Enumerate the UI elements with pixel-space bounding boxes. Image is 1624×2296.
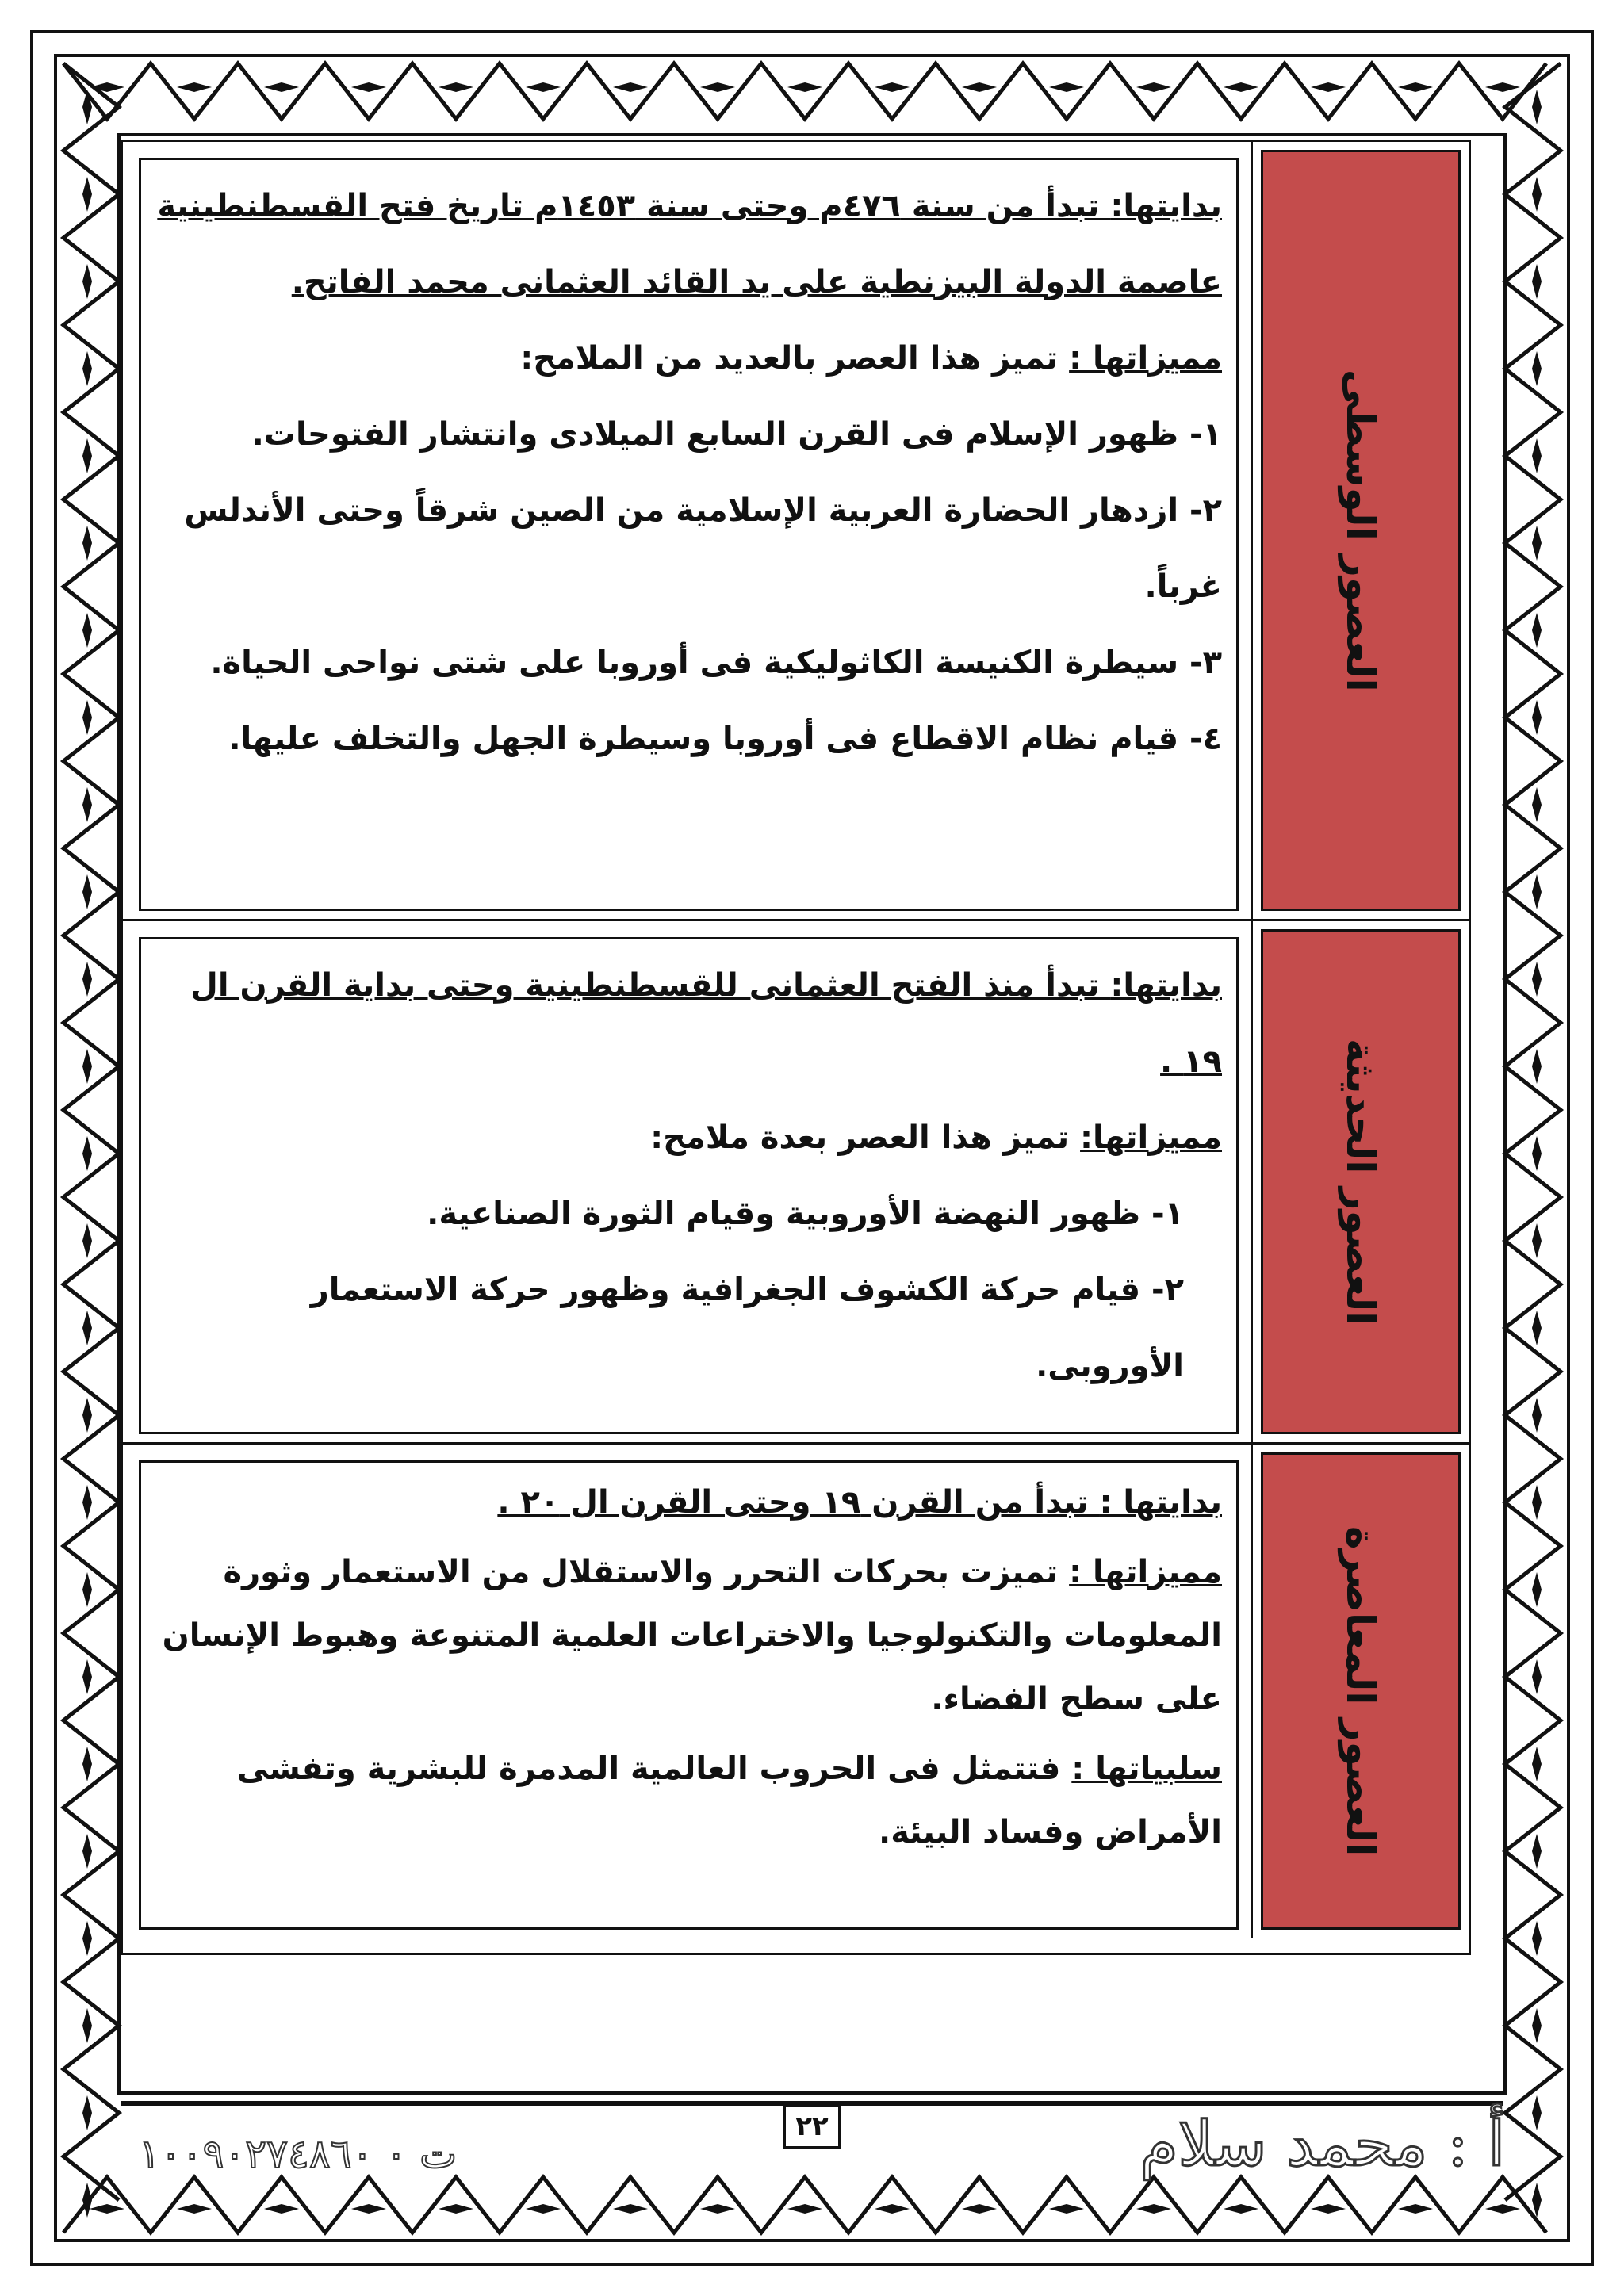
border-ornament <box>264 2204 299 2214</box>
features-intro: تميز هذا العصر بعدة ملامح: <box>650 1119 1081 1156</box>
border-ornament <box>1532 1921 1542 1956</box>
border-ornament <box>700 82 735 92</box>
border-ornament <box>82 1049 92 1084</box>
border-ornament <box>1532 264 1542 299</box>
start-text: تبدأ من سنة ٤٧٦م وحتى سنة ١٤٥٣م تاريخ فتح القسطنطينية عاصمة الدولة البيزنطية على يد القائد العثمانى محمد الفاتح. <box>157 188 1222 300</box>
border-ornament <box>439 2204 473 2214</box>
border-ornament <box>439 82 473 92</box>
era-label: العصور الحديثة <box>1338 1038 1384 1326</box>
border-ornament <box>700 2204 735 2214</box>
border-ornament <box>82 787 92 822</box>
border-ornament <box>1532 1398 1542 1433</box>
border-ornament <box>1532 90 1542 124</box>
table-row-modern-ages <box>123 921 1469 1445</box>
border-ornament <box>1532 177 1542 212</box>
border-ornament <box>1532 1485 1542 1520</box>
list-item: ٤- قيام نظام الاقطاع فى أوروبا وسيطرة الجهل والتخلف عليها. <box>228 721 1222 757</box>
border-ornament <box>82 264 92 299</box>
features-heading: مميزاتها : <box>1069 340 1222 377</box>
border-ornament <box>82 962 92 997</box>
start-heading: بدايتها: <box>1110 188 1222 224</box>
table-row-contemporary-ages <box>123 1445 1469 1961</box>
border-ornament <box>82 1834 92 1869</box>
border-ornament <box>1532 787 1542 822</box>
border-ornament <box>177 82 212 92</box>
border-ornament <box>264 82 299 92</box>
border-ornament <box>1049 2204 1084 2214</box>
border-ornament <box>1049 82 1084 92</box>
row-content <box>139 158 1239 911</box>
border-ornament <box>1532 526 1542 561</box>
border-ornament <box>1532 1659 1542 1694</box>
border-ornament <box>1398 2204 1433 2214</box>
border-ornament <box>82 700 92 735</box>
border-ornament <box>82 2183 92 2218</box>
border-ornament <box>82 2095 92 2130</box>
border-ornament <box>1485 82 1520 92</box>
border-ornament <box>787 2204 822 2214</box>
era-label-box <box>1261 929 1461 1434</box>
border-ornament <box>82 874 92 909</box>
list-item: ٣- سيطرة الكنيسة الكاثوليكية فى أوروبا على شتى نواحى الحياة. <box>210 645 1222 681</box>
phone-number: ت ٠ ١٠٠٩٠٢٧٤٨٦٠ <box>139 2131 458 2177</box>
features-intro: تميز هذا العصر بالعديد من الملامح: <box>520 340 1070 377</box>
border-ornament <box>82 2008 92 2043</box>
era-label-cell <box>1251 1445 1469 1938</box>
border-ornament <box>1532 1747 1542 1781</box>
border-ornament <box>1311 82 1346 92</box>
border-ornament <box>82 1659 92 1694</box>
border-ornament <box>82 1485 92 1520</box>
border-ornament <box>875 2204 910 2214</box>
border-ornament <box>613 2204 648 2214</box>
era-label-cell <box>1251 921 1469 1442</box>
features-intro: تميزت بحركات التحرر والاستقلال من الاستعمار وثورة المعلومات والتكنولوجيا والاختراعات العلمية المتنوعة وهبوط الإنسان على سطح الفضاء. <box>162 1554 1222 1717</box>
start-text: تبدأ من القرن ١٩ وحتى القرن ال ٢٠ . <box>497 1484 1100 1521</box>
author-name: أ : محمد سلام <box>1139 2109 1505 2180</box>
border-ornament <box>82 1921 92 1956</box>
border-ornament <box>82 1572 92 1607</box>
border-ornament <box>82 1311 92 1345</box>
border-ornament <box>1532 438 1542 473</box>
border-ornament <box>90 2204 124 2214</box>
list-item: ١- ظهور النهضة الأوروبية وقيام الثورة الصناعية. <box>427 1196 1184 1232</box>
era-label: العصور الوسطى <box>1338 369 1384 692</box>
border-ornament <box>82 613 92 648</box>
era-label-box <box>1261 1452 1461 1930</box>
border-ornament <box>1485 2204 1520 2214</box>
border-ornament <box>1136 82 1171 92</box>
start-text: تبدأ منذ الفتح العثمانى للقسطنطينية وحتى بداية القرن ال ١٩ . <box>190 967 1222 1080</box>
border-ornament <box>1532 2008 1542 2043</box>
list-item: ٢- ازدهار الحضارة العربية الإسلامية من الصين شرقاً وحتى الأندلس غرباً. <box>184 492 1222 605</box>
border-ornament <box>787 82 822 92</box>
border-ornament <box>351 2204 386 2214</box>
border-ornament <box>1311 2204 1346 2214</box>
border-ornament <box>1532 1572 1542 1607</box>
page-number: ٢٢ <box>783 2104 841 2149</box>
border-ornament <box>82 1136 92 1171</box>
era-label-cell <box>1251 142 1469 919</box>
border-ornament <box>1224 82 1258 92</box>
list-item: ١- ظهور الإسلام فى القرن السابع الميلادى وانتشار الفتوحات. <box>251 416 1222 453</box>
list-item: ٢- قيام حركة الكشوف الجغرافية وظهور حركة الاستعمار الأوروبى. <box>310 1272 1184 1384</box>
border-ornament <box>82 90 92 124</box>
border-ornament <box>82 1747 92 1781</box>
border-zigzag <box>1505 63 1561 2200</box>
features-heading: مميزاتها: <box>1080 1119 1222 1156</box>
border-ornament <box>1224 2204 1258 2214</box>
border-ornament <box>1398 82 1433 92</box>
border-ornament <box>526 82 561 92</box>
start-heading: بدايتها : <box>1099 1484 1222 1521</box>
table-row-middle-ages <box>123 142 1469 921</box>
negatives-text: فتتمثل فى الحروب العالمية المدمرة للبشرية وتفشى الأمراض وفساد البيئة. <box>236 1751 1222 1850</box>
border-zigzag <box>63 63 119 2200</box>
border-ornament <box>1532 1223 1542 1258</box>
border-zigzag <box>63 2177 1546 2233</box>
border-ornament <box>1532 1311 1542 1345</box>
border-ornament <box>90 82 124 92</box>
border-ornament <box>1532 613 1542 648</box>
border-ornament <box>82 1223 92 1258</box>
border-ornament <box>1532 1136 1542 1171</box>
border-zigzag <box>63 63 1546 119</box>
border-ornament <box>82 351 92 386</box>
border-ornament <box>962 82 997 92</box>
border-ornament <box>875 82 910 92</box>
row-content <box>139 937 1239 1434</box>
border-ornament <box>1136 2204 1171 2214</box>
border-ornament <box>82 438 92 473</box>
border-ornament <box>1532 962 1542 997</box>
era-label: العصور المعاصرة <box>1338 1525 1384 1857</box>
border-ornament <box>1532 1049 1542 1084</box>
border-ornament <box>1532 874 1542 909</box>
era-label-box <box>1261 150 1461 911</box>
border-ornament <box>1532 2183 1542 2218</box>
border-ornament <box>82 1398 92 1433</box>
border-ornament <box>962 2204 997 2214</box>
eras-table <box>121 140 1471 1955</box>
border-ornament <box>82 526 92 561</box>
border-ornament <box>351 82 386 92</box>
border-ornament <box>1532 351 1542 386</box>
border-ornament <box>177 2204 212 2214</box>
border-ornament <box>613 82 648 92</box>
border-ornament <box>1532 1834 1542 1869</box>
border-ornament <box>1532 2095 1542 2130</box>
start-heading: بدايتها: <box>1110 967 1222 1004</box>
row-content <box>139 1460 1239 1930</box>
border-ornament <box>82 177 92 212</box>
border-ornament <box>1532 700 1542 735</box>
negatives-heading: سلبياتها : <box>1071 1751 1222 1787</box>
features-heading: مميزاتها : <box>1069 1554 1222 1590</box>
border-ornament <box>526 2204 561 2214</box>
